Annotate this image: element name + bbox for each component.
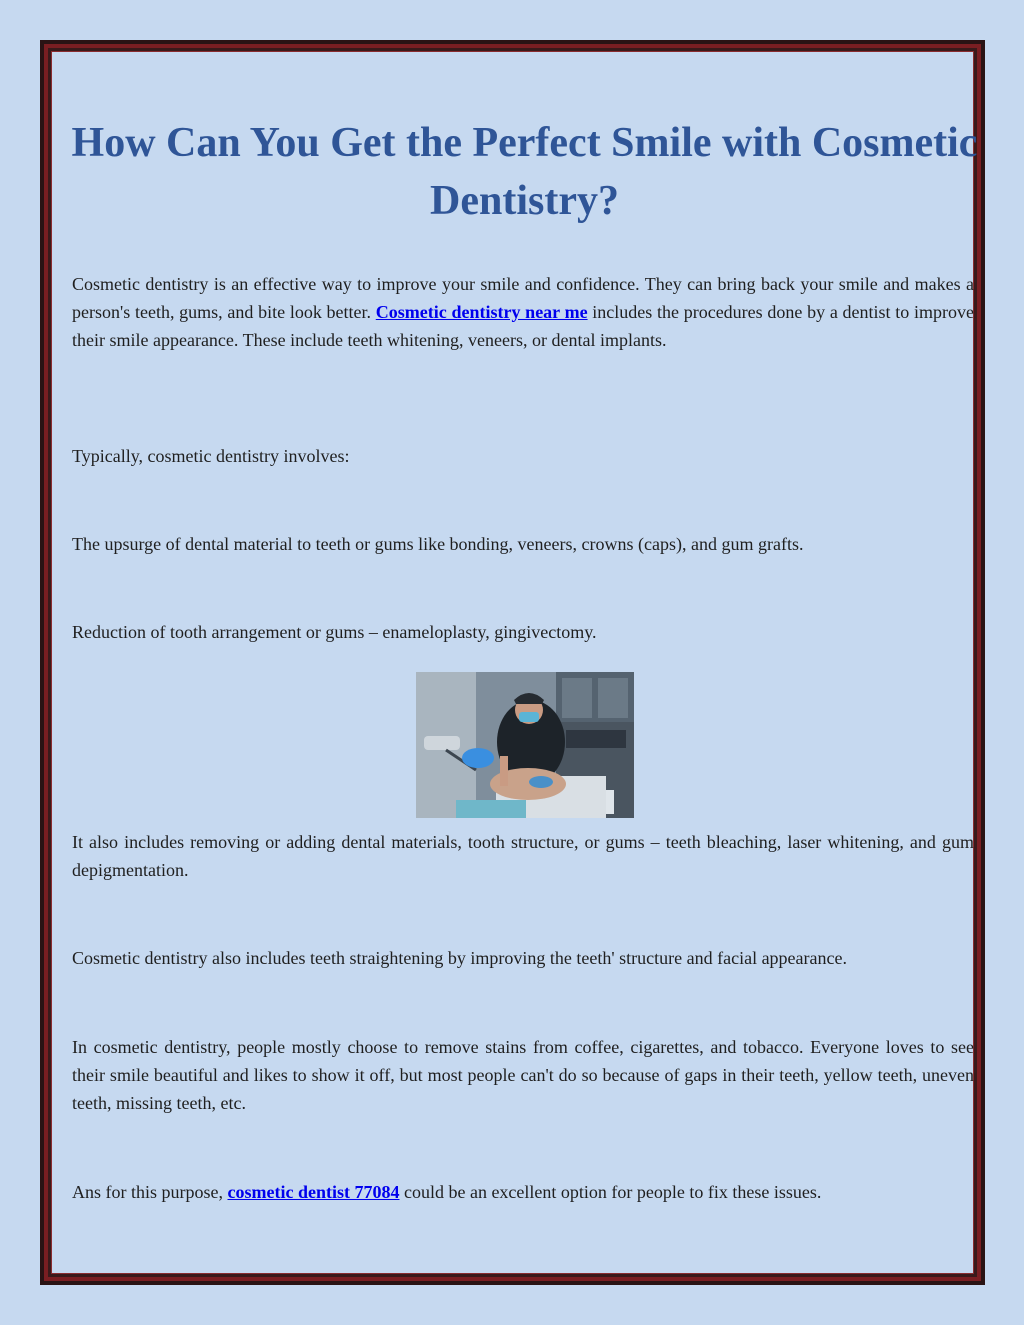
typically-paragraph: Typically, cosmetic dentistry involves:	[72, 446, 350, 466]
intro-text-end: includes the procedures done by a dentist to improve their smile appearance. These include teeth whitening, veneers, or dental implants.	[72, 302, 974, 350]
page-border-outer	[40, 40, 985, 1285]
stains-paragraph: In cosmetic dentistry, people mostly choose to remove stains from coffee, cigarettes, and tobacco. Everyone loves to see their smile beautiful and likes to show it off, but most people can't do so because of gaps in their teeth, yellow teeth, uneven teeth, missing teeth, etc.	[72, 1037, 974, 1113]
reduction-paragraph: Reduction of tooth arrangement or gums – enameloplasty, gingivectomy.	[72, 622, 597, 642]
page-title: How Can You Get the Perfect Smile with Cosmetic Dentistry?	[71, 120, 978, 224]
upsurge-paragraph: The upsurge of dental material to teeth or gums like bonding, veneers, crowns (caps), and gum grafts.	[72, 534, 804, 554]
also-includes-paragraph: It also includes removing or adding dental materials, tooth structure, or gums – teeth bleaching, laser whitening, and gum depigmentation.	[72, 832, 974, 880]
intro-text-start: Cosmetic dentistry is an effective way to improve your smile and confidence. They can bring back your smile and makes a person's teeth, gums, and bite look better.	[72, 274, 974, 322]
page-content	[51, 51, 978, 1274]
closing-text-end: could be an excellent option for people to fix these issues.	[399, 1182, 822, 1202]
dental-procedure-photo	[416, 672, 634, 818]
straightening-paragraph: Cosmetic dentistry also includes teeth straightening by improving the teeth' structure and facial appearance.	[72, 948, 847, 968]
cosmetic-dentist-77084-link[interactable]: cosmetic dentist 77084	[227, 1182, 400, 1202]
closing-paragraph	[72, 1178, 974, 1206]
intro-paragraph	[72, 270, 974, 354]
dentist-treating-patient-image	[416, 672, 634, 818]
page-border-middle	[48, 48, 977, 1277]
cosmetic-dentistry-near-me-link[interactable]: Cosmetic dentistry near me	[375, 302, 588, 322]
closing-text-start: Ans for this purpose,	[72, 1182, 228, 1202]
